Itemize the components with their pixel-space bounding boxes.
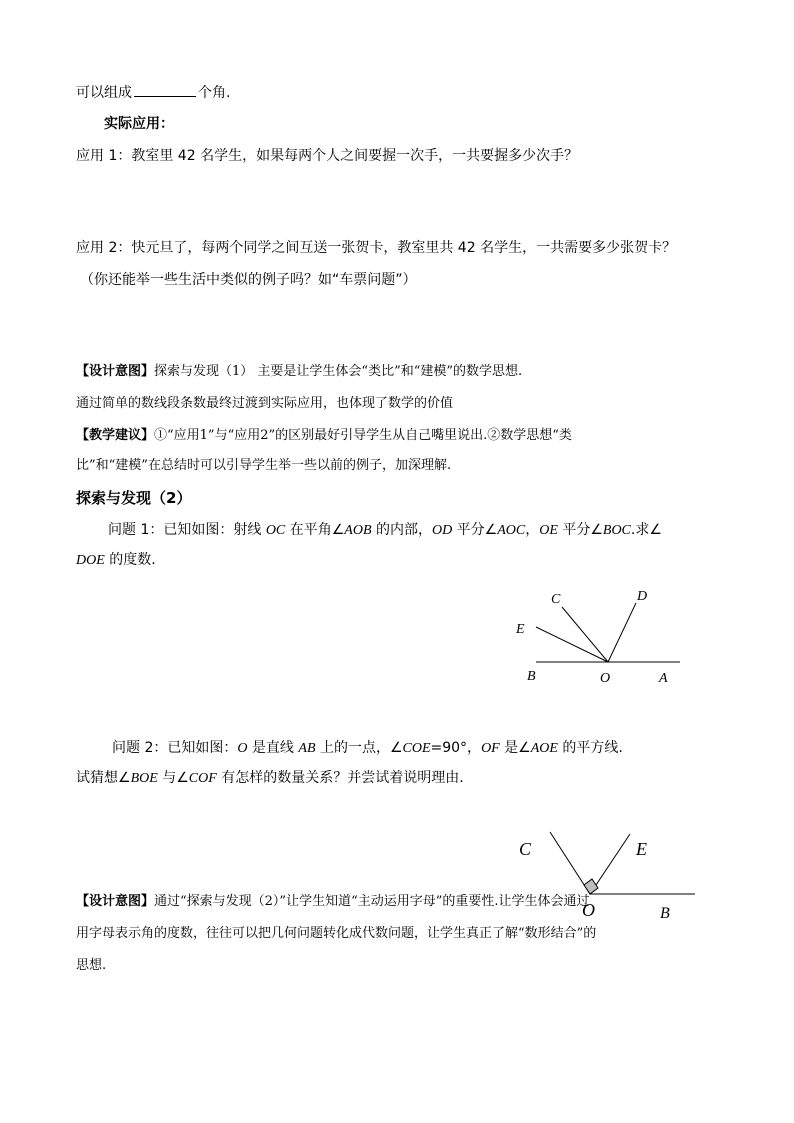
- p2-mid3: 是∠: [499, 740, 531, 756]
- design-intent-2-label: 【设计意图】: [76, 894, 155, 909]
- teaching-suggestion-text: ①“应用1”与“应用2”的区别最好引导学生从自己嘴里说出.②数学思想“类: [154, 428, 572, 443]
- p1-aob: AOB: [344, 523, 372, 538]
- p1-oe: OE: [539, 523, 558, 538]
- teaching-suggestion-label: 【教学建议】: [76, 428, 155, 443]
- p2-ask: 有怎样的数量关系？并尝试着说明理由.: [216, 770, 464, 786]
- design-intent-1-line2: 通过简单的数线段条数最终过渡到实际应用，也体现了数学的价值: [76, 396, 454, 411]
- p2-ab: AB: [298, 741, 316, 756]
- fill-text-after: 个角.: [198, 85, 231, 101]
- problem-1: [108, 520, 662, 541]
- p2-o: O: [237, 741, 248, 756]
- fill-text-before: 可以组成: [76, 85, 132, 101]
- p2-intro: 问题 2：已知如图：: [112, 740, 238, 756]
- figure-1-angle-diagram: [510, 585, 690, 690]
- p1-in-angle: 在平角∠: [285, 522, 345, 538]
- p2-deg: =90°，: [430, 740, 482, 756]
- ray-od: [608, 603, 636, 662]
- problem-2: [112, 738, 623, 759]
- p2-cof: COF: [188, 771, 217, 786]
- problem-2-line2: [76, 768, 464, 789]
- right-angle-mark: [584, 879, 598, 894]
- problem-1-line2: [76, 550, 156, 571]
- label-c: C: [519, 839, 532, 859]
- p2-mid1: 是直线: [247, 740, 299, 756]
- answer-blank[interactable]: [134, 82, 196, 97]
- p1-aoc: AOC: [497, 523, 526, 538]
- p1-od: OD: [431, 523, 453, 538]
- figure-2-angle-diagram: [510, 828, 700, 920]
- p1-bisect1: 平分∠: [452, 522, 498, 538]
- p1-boc: BOC: [602, 523, 631, 538]
- p2-tail: 的平方线.: [557, 740, 623, 756]
- p1-tail: 的度数.: [104, 552, 156, 568]
- p2-coe: COE: [402, 741, 431, 756]
- design-intent-2-line3: 思想.: [76, 958, 107, 973]
- p1-oc: OC: [265, 523, 286, 538]
- label-e: E: [636, 839, 647, 859]
- p1-inside: 的内部，: [371, 522, 432, 538]
- teaching-suggestion-line2: 比”和“建模”在总结时可以引导学生举一些以前的例子，加深理解.: [76, 458, 452, 473]
- design-intent-2-text: 通过“探索与发现（2）”让学生知道“主动运用字母”的重要性.让学生体会通过: [154, 894, 590, 909]
- p1-comma: ，: [525, 522, 540, 538]
- label-b: B: [527, 669, 536, 684]
- section-2-title: 探索与发现（2）: [76, 489, 192, 507]
- ray-oe: [536, 627, 608, 662]
- label-b: B: [660, 905, 670, 920]
- p1-intro: 问题 1：已知如图：射线: [108, 522, 266, 538]
- p1-ask: .求∠: [630, 522, 662, 538]
- label-o: O: [600, 671, 611, 686]
- design-intent-2-line2: 用字母表示角的度数，往往可以把几何问题转化成代数问题，让学生真正了解“数形结合”的: [76, 926, 597, 941]
- p2-aoe: AOE: [530, 741, 558, 756]
- label-e: E: [516, 622, 525, 637]
- application-2: 应用 2：快元旦了，每两个同学之间互送一张贺卡，教室里共 42 名学生，一共需要多少张贺卡？: [76, 240, 677, 256]
- p1-doe: DOE: [76, 553, 105, 568]
- p2-and: 与∠: [157, 770, 189, 786]
- practical-heading: 实际应用：: [104, 116, 174, 132]
- fill-in-line: [76, 82, 230, 103]
- p2-of: OF: [481, 741, 500, 756]
- application-1: 应用 1：教室里 42 名学生，如果每两个人之间要握一次手，一共要握多少次手？: [76, 148, 579, 164]
- label-d: D: [637, 589, 648, 604]
- p2-mid2: 上的一点，∠: [315, 740, 403, 756]
- application-2-note: （你还能举一些生活中类似的例子吗？如“车票问题”）: [80, 272, 417, 288]
- label-a: A: [659, 671, 668, 686]
- p1-bisect2: 平分∠: [557, 522, 603, 538]
- teaching-suggestion: [76, 426, 572, 446]
- label-c: C: [551, 592, 561, 607]
- p2-guess: 试猜想∠: [76, 770, 131, 786]
- design-intent-label: 【设计意图】: [76, 364, 155, 379]
- p2-boe: BOE: [130, 771, 158, 786]
- label-o: O: [582, 900, 595, 920]
- design-intent-text: 探索与发现（1） 主要是让学生体会“类比”和“建模”的数学思想.: [154, 364, 523, 379]
- design-intent-1: [76, 362, 522, 382]
- ray-oc: [562, 607, 608, 662]
